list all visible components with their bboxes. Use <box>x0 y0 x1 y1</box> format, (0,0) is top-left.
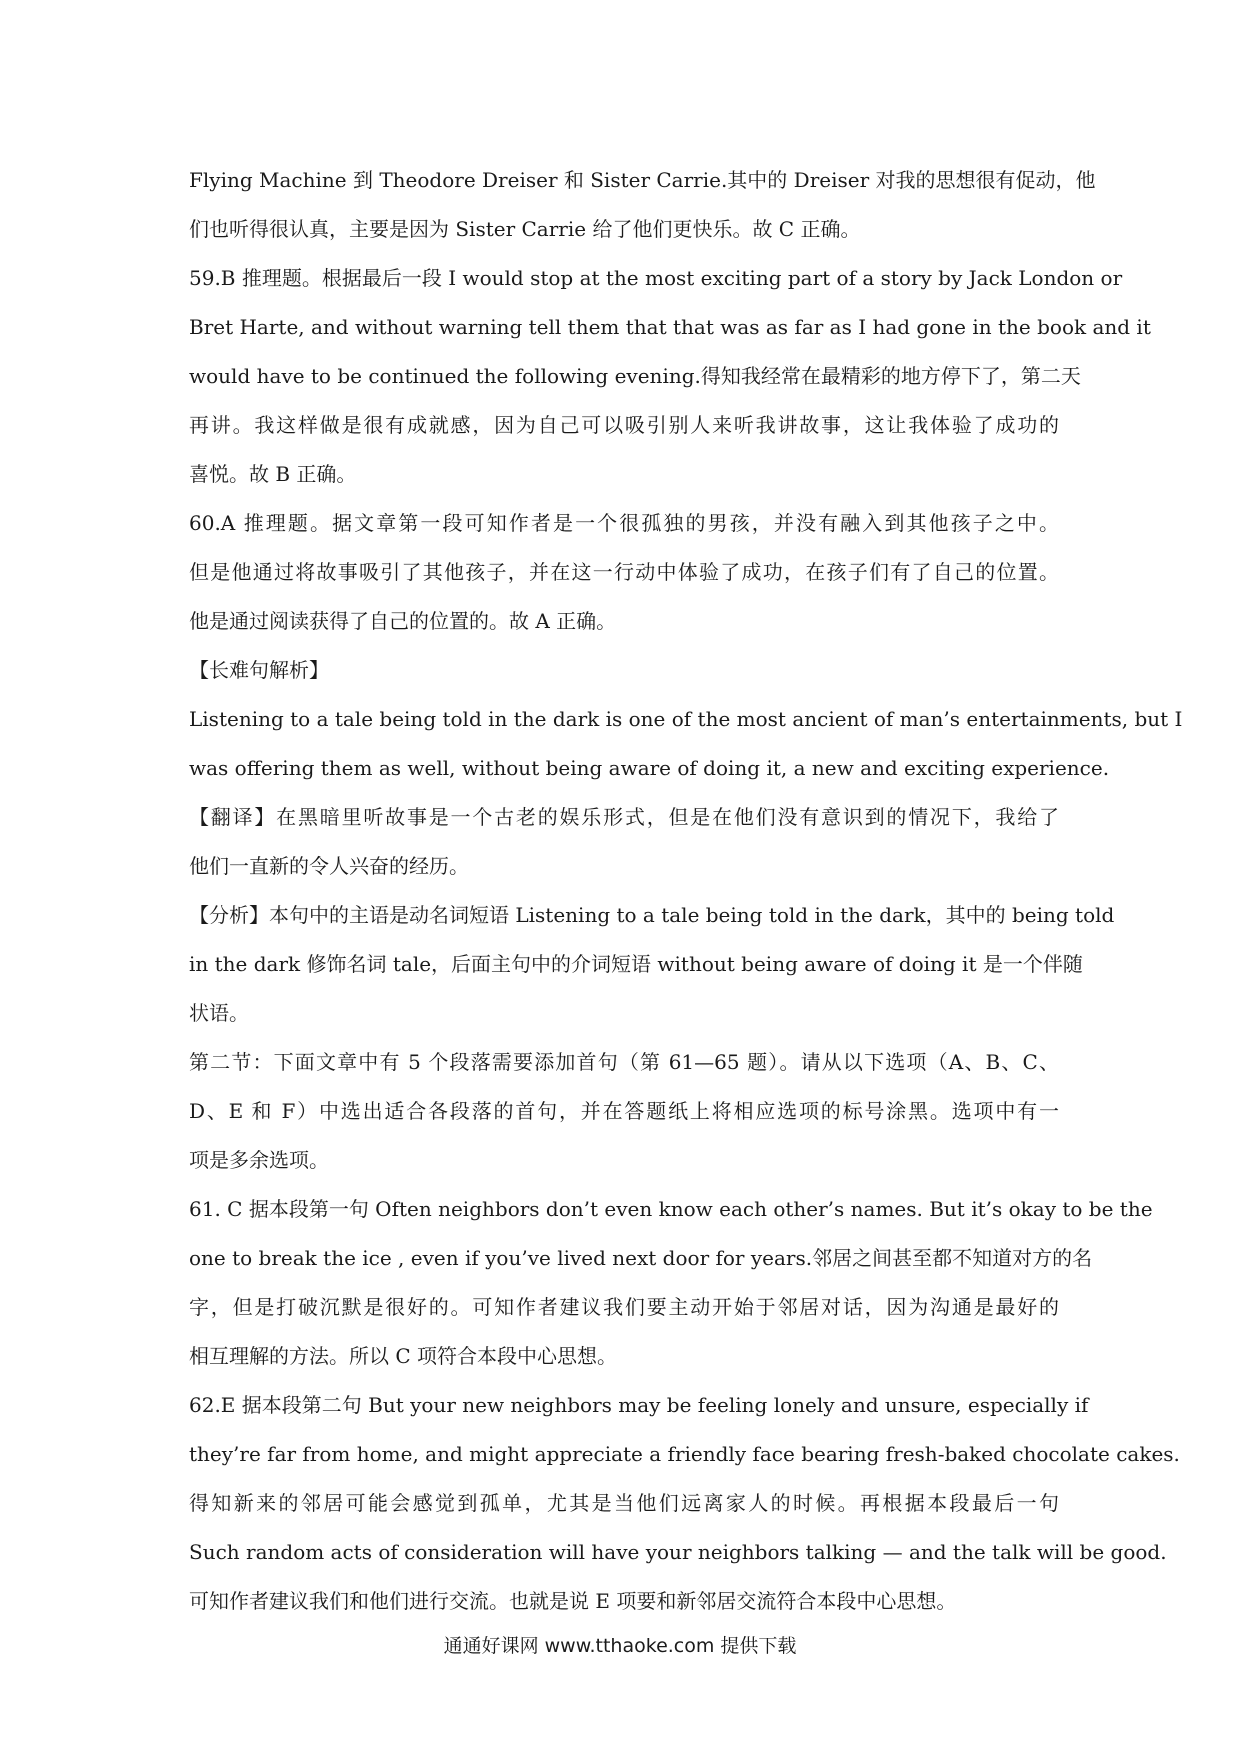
text-line: in the dark 修饰名词 tale，后面主句中的介词短语 without being aware of doing it 是一个伴随 <box>189 952 1083 976</box>
text-line: 59.B 推理题。根据最后一段 I would stop at the most exciting part of a story by Jack London or <box>189 266 1123 290</box>
page-footer: 通通好课网 www.tthaoke.com 提供下载 <box>443 1635 797 1657</box>
text-line: 他是通过阅读获得了自己的位置的。故 A 正确。 <box>189 609 617 633</box>
text-line: 但是他通过将故事吸引了其他孩子，并在这一行动中体验了成功，在孩子们有了自己的位置。 <box>189 560 1059 584</box>
text-line: 字，但是打破沉默是很好的。可知作者建议我们要主动开始于邻居对话，因为沟通是最好的 <box>189 1295 1059 1319</box>
text-line: 可知作者建议我们和他们进行交流。也就是说 E 项要和新邻居交流符合本段中心思想。 <box>189 1589 957 1613</box>
text-line: one to break the ice , even if you’ve lived next door for years.邻居之间甚至都不知道对方的名 <box>189 1246 1093 1270</box>
text-line: 再讲。我这样做是很有成就感，因为自己可以吸引别人来听我讲故事，这让我体验了成功的 <box>189 413 1059 437</box>
text-line: 他们一直新的令人兴奋的经历。 <box>189 854 469 878</box>
text-line: they’re far from home, and might appreciate a friendly face bearing fresh-baked chocolate cakes. <box>189 1442 1180 1466</box>
text-line: Listening to a tale being told in the dark is one of the most ancient of man’s entertainments, but I <box>189 707 1183 731</box>
text-line: 们也听得很认真，主要是因为 Sister Carrie 给了他们更快乐。故 C 正确。 <box>189 217 861 241</box>
text-line: Such random acts of consideration will have your neighbors talking — and the talk will be good. <box>189 1540 1167 1564</box>
text-line: 【翻译】在黑暗里听故事是一个古老的娱乐形式，但是在他们没有意识到的情况下，我给了 <box>189 805 1059 829</box>
text-line: would have to be continued the following evening.得知我经常在最精彩的地方停下了，第二天 <box>189 364 1081 388</box>
text-line: Bret Harte, and without warning tell them that that was as far as I had gone in the book and it <box>189 315 1151 339</box>
answer-explanation-text <box>189 156 1183 1626</box>
text-line: 喜悦。故 B 正确。 <box>189 462 357 486</box>
text-line: 【分析】本句中的主语是动名词短语 Listening to a tale being told in the dark，其中的 being told <box>189 903 1115 927</box>
text-line: 得知新来的邻居可能会感觉到孤单，尤其是当他们远离家人的时候。再根据本段最后一句 <box>189 1491 1059 1515</box>
text-line: 项是多余选项。 <box>189 1148 329 1172</box>
section-heading: 【长难句解析】 <box>189 658 329 682</box>
text-line: was offering them as well, without being aware of doing it, a new and exciting experience. <box>189 756 1110 780</box>
text-line: 61. C 据本段第一句 Often neighbors don’t even know each other’s names. But it’s okay to be the <box>189 1197 1153 1221</box>
text-line: 62.E 据本段第二句 But your new neighbors may be feeling lonely and unsure, especially if <box>189 1393 1089 1417</box>
text-line: 状语。 <box>189 1001 249 1025</box>
text-line: Flying Machine 到 Theodore Dreiser 和 Sister Carrie.其中的 Dreiser 对我的思想很有促动，他 <box>189 168 1096 192</box>
text-line: 第二节：下面文章中有 5 个段落需要添加首句（第 61—65 题）。请从以下选项（A、B、C、 <box>189 1050 1059 1074</box>
text-line: D、E 和 F）中选出适合各段落的首句，并在答题纸上将相应选项的标号涂黑。选项中有一 <box>189 1099 1059 1123</box>
text-line: 60.A 推理题。据文章第一段可知作者是一个很孤独的男孩，并没有融入到其他孩子之中。 <box>189 511 1059 535</box>
text-line: 相互理解的方法。所以 C 项符合本段中心思想。 <box>189 1344 618 1368</box>
